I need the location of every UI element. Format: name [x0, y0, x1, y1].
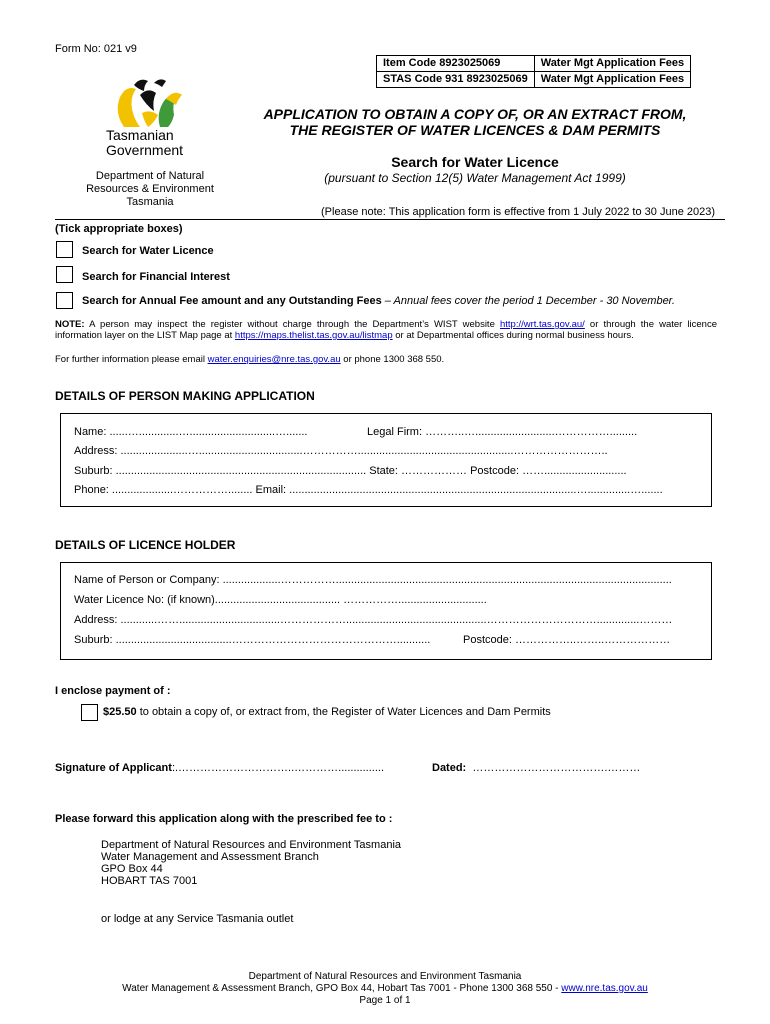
payment-option-label: [103, 706, 551, 718]
footer-department: Department of Natural Resources and Environment Tasmania: [248, 971, 522, 982]
note-paragraph: [55, 319, 717, 341]
applicant-name-field[interactable]: Name: ......….............…............................….......: [74, 426, 308, 438]
search-financial-interest-checkbox[interactable]: [56, 266, 73, 283]
department-name: [70, 170, 230, 209]
search-annual-fee-label: [82, 295, 675, 307]
applicant-details-box: [60, 413, 712, 507]
applicant-section-heading: DETAILS OF PERSON MAKING APPLICATION: [55, 389, 315, 403]
note-label: NOTE:: [55, 319, 85, 330]
holder-section-heading: DETAILS OF LICENCE HOLDER: [55, 538, 236, 552]
holder-details-box: [60, 562, 712, 660]
payment-description: to obtain a copy of, or extract from, the Register of Water Licences and Dam Permits: [136, 706, 551, 718]
note-text: A person may inspect the register without charge through the Department’s WIST website: [84, 319, 500, 330]
form-title: [215, 106, 735, 138]
signature-field[interactable]: :.…………………………..…………...............: [171, 762, 385, 774]
dated-field[interactable]: ……………………………….………: [472, 762, 641, 774]
email-link[interactable]: water.enquiries@nre.tas.gov.au: [207, 354, 341, 365]
further-info: [55, 354, 444, 365]
holder-suburb-field[interactable]: Suburb: ......................................………………………………………...........: [74, 634, 431, 646]
payment-amount: $25.50: [103, 706, 137, 718]
legal-firm-field[interactable]: Legal Firm: ………..…..........................…………….........: [367, 426, 638, 438]
signature-label: Signature of Applicant: [55, 762, 172, 774]
government-wordmark: [106, 128, 183, 158]
postal-address: [101, 839, 401, 887]
postal-address-line: Water Management and Assessment Branch: [101, 851, 319, 863]
applicant-address-field[interactable]: Address: ......................…..................................……………...................................................……………………..: [74, 445, 608, 457]
item-code: Item Code 8923025069: [377, 56, 535, 72]
note-text: or at Departmental offices during normal business hours.: [392, 330, 634, 341]
licence-number-field[interactable]: Water Licence No: (if known)......................................... …………….............................: [74, 594, 487, 606]
dept-line-1: Department of Natural: [95, 170, 205, 182]
search-water-licence-checkbox[interactable]: [56, 241, 73, 258]
dated-line: [432, 762, 640, 774]
effective-date-note: (Please note: This application form is effective from 1 July 2022 to 30 June 2023): [321, 206, 715, 218]
further-info-text: For further information please email: [55, 354, 208, 365]
postal-address-line: HOBART TAS 7001: [101, 875, 198, 887]
listmap-link[interactable]: https://maps.thelist.tas.gov.au/listmap: [234, 330, 393, 341]
tick-boxes-heading: (Tick appropriate boxes): [55, 223, 183, 235]
title-line-2: THE REGISTER OF WATER LICENCES & DAM PERMITS: [289, 122, 661, 138]
annual-fee-period: – Annual fees cover the period 1 December - 30 November.: [384, 295, 675, 307]
item-code-desc: Water Mgt Application Fees: [534, 56, 690, 72]
stas-code: STAS Code 931 8923025069: [377, 72, 535, 88]
postal-address-line: Department of Natural Resources and Environment Tasmania: [101, 839, 402, 851]
code-row: [377, 72, 691, 88]
forward-heading: Please forward this application along with the prescribed fee to :: [55, 813, 393, 825]
code-row: [377, 56, 691, 72]
wordmark-line-1: Tasmanian: [106, 127, 174, 143]
signature-line: [55, 762, 384, 774]
form-number: Form No: 021 v9: [55, 43, 137, 55]
footer-contact: [0, 983, 770, 995]
dept-line-3: Tasmania: [126, 196, 174, 208]
divider: [55, 219, 725, 220]
postal-address-line: GPO Box 44: [101, 863, 163, 875]
footer-contact-text: Water Management & Assessment Branch, GPO Box 44, Hobart Tas 7001 - Phone 1300 368 550 -: [122, 983, 562, 994]
tasmanian-government-logo: [110, 75, 190, 131]
search-financial-interest-label: Search for Financial Interest: [82, 271, 230, 283]
payment-heading: I enclose payment of :: [55, 685, 171, 697]
further-info-text: or phone 1300 368 550.: [340, 354, 445, 365]
stas-code-desc: Water Mgt Application Fees: [534, 72, 690, 88]
search-annual-fee-checkbox[interactable]: [56, 292, 73, 309]
wordmark-line-2: Government: [106, 142, 184, 158]
payment-checkbox[interactable]: [81, 704, 98, 721]
page-footer: [0, 971, 770, 1007]
pursuant-statement: (pursuant to Section 12(5) Water Management Act 1999): [324, 171, 626, 185]
dated-label: Dated:: [432, 762, 467, 774]
holder-address-field[interactable]: Address: ............…….................................………………..............................................…………………………..............………: [74, 614, 673, 626]
note-text: or through the water licence information layer on the LIST Map page at: [55, 319, 718, 341]
service-tasmania-note: or lodge at any Service Tasmania outlet: [101, 913, 294, 925]
dept-line-2: Resources & Environment: [86, 183, 214, 195]
item-codes-table: [376, 55, 691, 88]
holder-name-field[interactable]: Name of Person or Company: ...................……………..............................................................................................................: [74, 574, 672, 586]
wist-website-link[interactable]: http://wrt.tas.gov.au/: [499, 319, 585, 330]
search-water-licence-label: Search for Water Licence: [82, 245, 214, 257]
holder-postcode-field[interactable]: Postcode: ……………..……..………………: [463, 634, 671, 646]
tasmanian-devil-emblem-icon: [110, 75, 190, 131]
form-subtitle: Search for Water Licence: [391, 154, 559, 170]
page-number: Page 1 of 1: [359, 995, 411, 1006]
annual-fee-bold: Search for Annual Fee amount and any Outstanding Fees: [82, 295, 382, 307]
footer-website-link[interactable]: www.nre.tas.gov.au: [561, 983, 648, 994]
applicant-phone-email-field[interactable]: Phone: ....................……………........ Email: ..............................................................................................…..............….......: [74, 484, 663, 496]
title-line-1: APPLICATION TO OBTAIN A COPY OF, OR AN EXTRACT FROM,: [263, 106, 687, 122]
applicant-suburb-field[interactable]: Suburb: .................................................................................. State: ……………… Postcode: ……...........................: [74, 465, 627, 477]
